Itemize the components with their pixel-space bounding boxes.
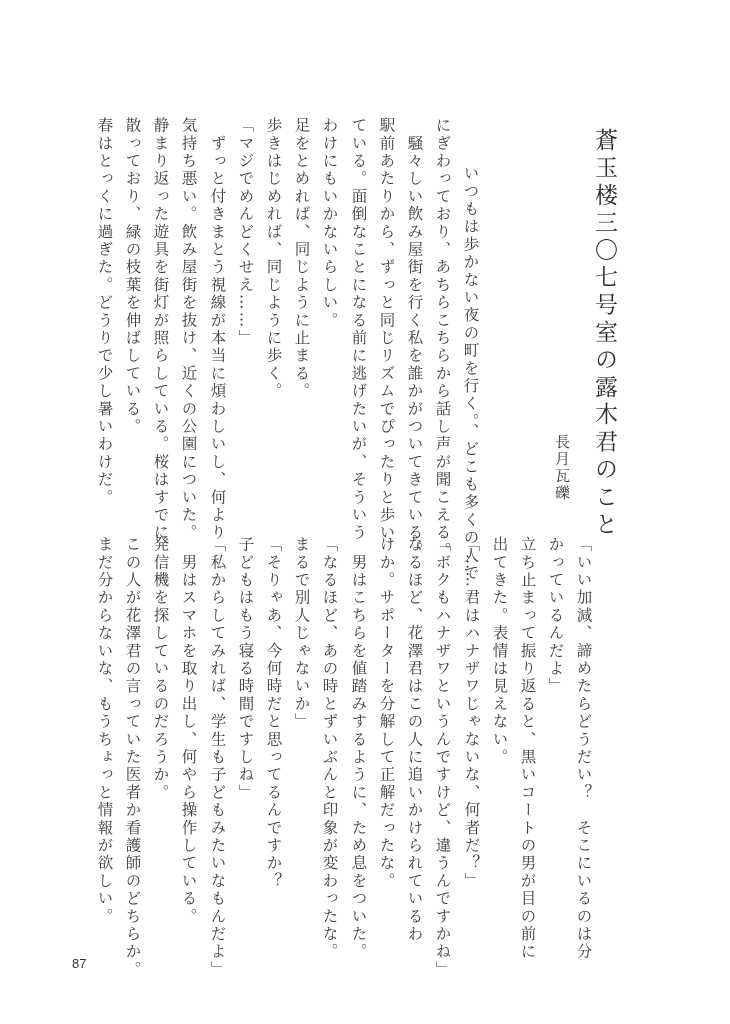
text-column: けか。サポーターを分解して正解だったな。	[377, 536, 396, 890]
text-column: 騒々しい飲み屋街を行く私を誰かがついてきている。	[405, 117, 424, 560]
text-column: 「ボクもハナザワというんですけど、違うんですかね」	[433, 536, 452, 979]
text-column: 「……君はハナザワじゃないな、何者だ？」	[462, 536, 481, 890]
text-column: 出てきた。表情は見えない。	[490, 536, 509, 767]
page-number: 87	[72, 956, 87, 971]
text-column: まるで別人じゃないか」	[292, 536, 311, 731]
text-column: この人が花澤君の言っていた医者か看護師のどちらか。	[123, 536, 142, 979]
text-column: 歩きはじめれば、同じように歩く。	[264, 117, 283, 401]
text-column: 「いい加減、諦めたらどうだい？ そこにいるのは分	[574, 536, 593, 961]
text-column: 散っており、緑の枝葉を伸ばしている。	[123, 117, 142, 436]
text-column: 男はスマホを取り出し、何やら操作している。	[179, 536, 198, 926]
text-column: わけにもいかないらしい。	[320, 117, 339, 330]
text-column: 春はとっくに過ぎた。どうりで少し暑いわけだ。	[95, 117, 114, 507]
text-column: 静まり返った遊具を街灯が照らしている。桜はすでに	[151, 117, 170, 542]
text-column: 「私からしてみれば、学生も子どもみたいなもんだよ」	[208, 536, 227, 979]
story-title: 蒼玉楼三〇七号室の露木君のこと	[591, 128, 617, 539]
text-column: まだ分からないな、もうちょっと情報が欲しい。	[95, 536, 114, 926]
text-column: 足をとめれば、同じように止まる。	[292, 117, 311, 401]
author-name: 長月瓦礫	[553, 434, 571, 502]
text-column: かっているんだよ」	[546, 536, 565, 696]
text-column: 気持ち悪い。飲み屋街を抜け、近くの公園についた。	[179, 117, 198, 542]
text-column: ずっと付きまとう視線が本当に煩わしいし、何より	[208, 117, 227, 542]
text-column: 発信機を探しているのだろうか。	[151, 536, 170, 802]
text-column: 「なるほど、あの時とずいぶんと印象が変わったな。	[320, 536, 339, 961]
text-column: 子どもはもう寝る時間ですしね」	[236, 536, 255, 802]
text-column: にぎわっており、あちらこちらから話し声が聞こえる。	[433, 117, 452, 560]
text-column: 「そりゃあ、今何時だと思ってるんですか？	[264, 536, 283, 890]
text-column: なるほど、花澤君はこの人に追いかけられているわ	[405, 536, 424, 944]
text-column: 立ち止まって振り返ると、黒いコートの男が目の前に	[518, 536, 537, 961]
text-column: 「マジでめんどくせえ……」	[236, 117, 255, 348]
text-column: いつもは歩かない夜の町を行く。、どこも多くの人で	[461, 165, 480, 583]
text-column: ている。面倒なことになる前に逃げたいが、そういう	[349, 117, 368, 542]
text-column: 男はこちらを値踏みするように、ため息をついた。	[349, 536, 368, 961]
text-column: 駅前あたりから、ずっと同じリズムでぴったりと歩い	[377, 117, 396, 542]
